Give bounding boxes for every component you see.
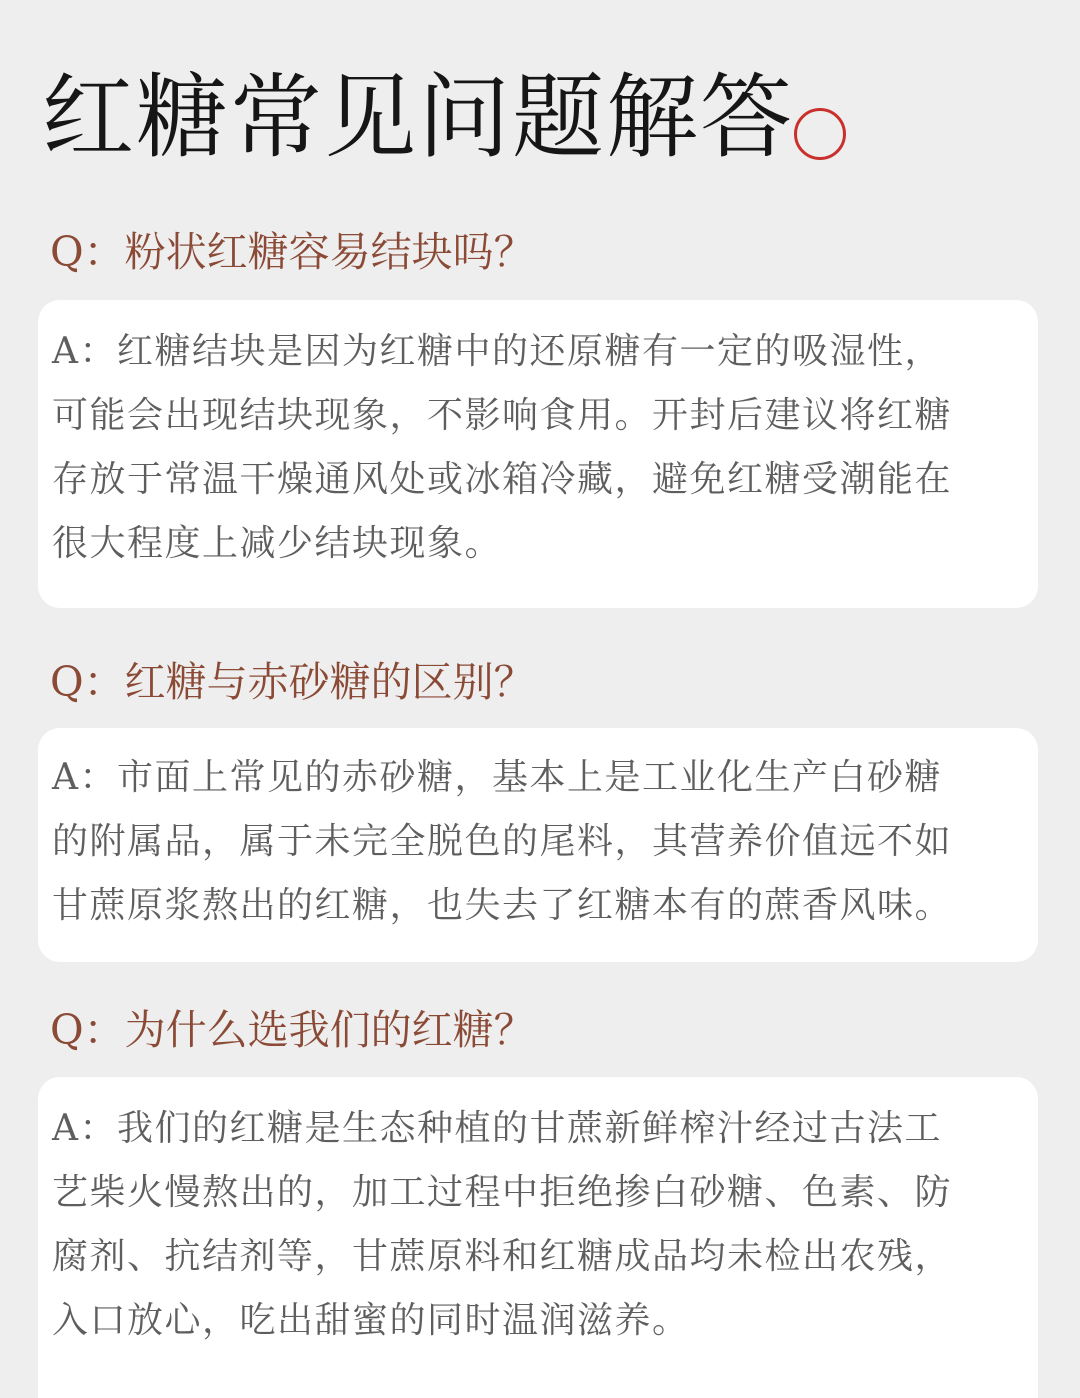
page-title: 红糖常见问题解答 (42, 64, 795, 171)
faq-answer-2-line-1: A：市面上常见的赤砂糖，基本上是工业化生产白砂糖 (52, 757, 942, 798)
faq-answer-card-3 (38, 1077, 1038, 1398)
faq-answer-2-line-2: 的附属品，属于未完全脱色的尾料，其营养价值远不如 (52, 821, 953, 862)
red-circle-mark (794, 108, 846, 160)
faq-answer-1-line-1: A：红糖结块是因为红糖中的还原糖有一定的吸湿性， (52, 331, 942, 372)
faq-answer-2-line-3: 甘蔗原浆熬出的红糖，也失去了红糖本有的蔗香风味。 (52, 885, 953, 926)
faq-answer-1-line-4: 很大程度上减少结块现象。 (52, 523, 503, 564)
page-header (42, 58, 1042, 178)
faq-question-2: Q：红糖与赤砂糖的区别？ (50, 658, 535, 706)
faq-answer-1-line-2: 可能会出现结块现象，不影响食用。开封后建议将红糖 (52, 395, 953, 436)
faq-question-3: Q：为什么选我们的红糖？ (50, 1006, 535, 1054)
faq-answer-card-2 (38, 728, 1038, 962)
faq-answer-3-line-3: 腐剂、抗结剂等，甘蔗原料和红糖成品均未检出农残， (52, 1236, 953, 1277)
faq-answer-3-line-4: 入口放心，吃出甜蜜的同时温润滋养。 (52, 1300, 690, 1341)
faq-answer-3-line-1: A：我们的红糖是生态种植的甘蔗新鲜榨汁经过古法工 (52, 1108, 942, 1149)
faq-question-1: Q：粉状红糖容易结块吗？ (50, 228, 535, 276)
faq-answer-3-line-2: 艺柴火慢熬出的，加工过程中拒绝掺白砂糖、色素、防 (52, 1172, 953, 1213)
faq-answer-card-1 (38, 300, 1038, 608)
faq-answer-1-line-3: 存放于常温干燥通风处或冰箱冷藏，避免红糖受潮能在 (52, 459, 953, 500)
